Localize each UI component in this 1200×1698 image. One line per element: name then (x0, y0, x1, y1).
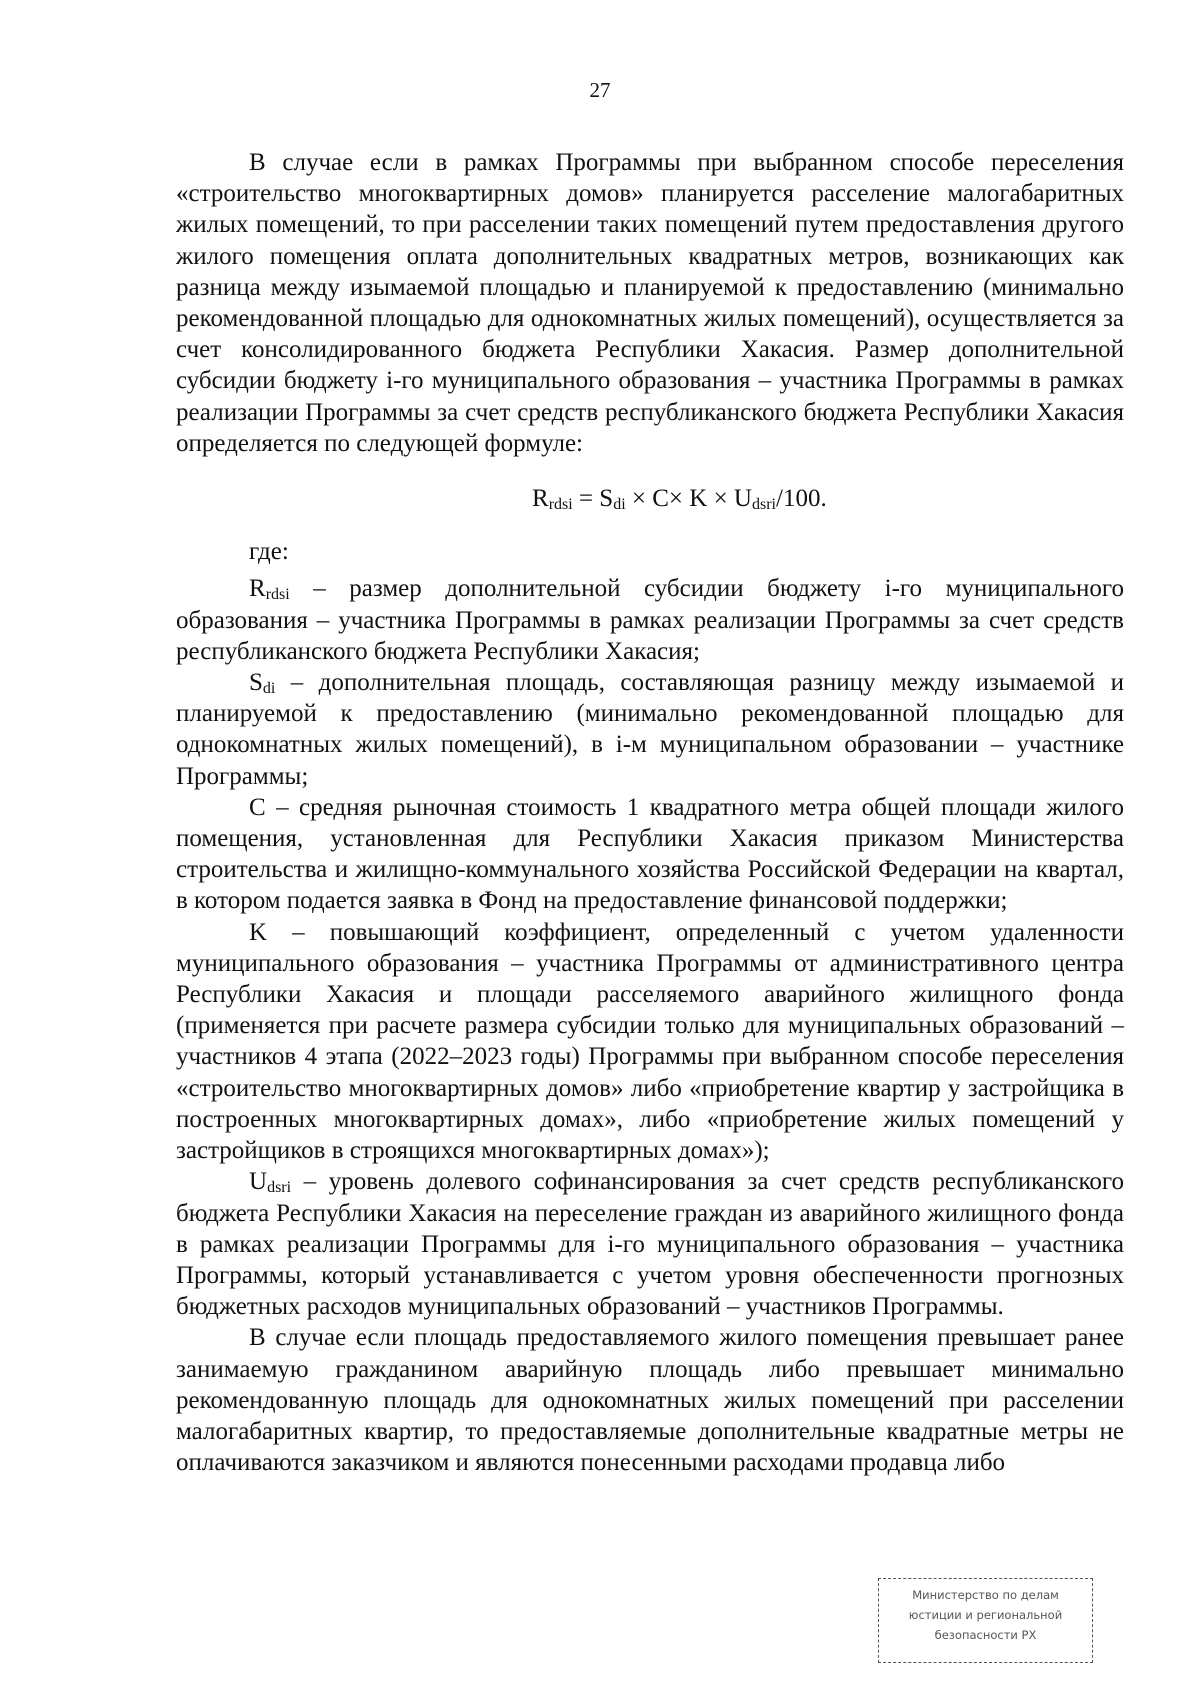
definition-r (176, 573, 1124, 667)
formula-times: × C× K × U (625, 485, 752, 513)
formula-r: R (532, 485, 549, 513)
paragraph-where: где: (249, 538, 289, 566)
symbol-r-sub: rdsi (265, 586, 290, 604)
definition-k: K – повышающий коэффициент, определенный с учетом удаленности муниципального образования – участника Программы от административного центра Республики Хакасия и площади расселяемого аварийного жилищного фонда (применяется при расчете размера субсидии только для муниципальных образований – участников 4 этапа (2022–2023 годы) Программы при выбранном способе переселения «строительство многоквартирных домов» либо «приобретение квартир у застройщика в построенных многоквартирных домах», либо «приобретение жилых помещений у застройщиков в строящихся многоквартирных домах»); (176, 918, 1124, 1165)
stamp-line-1: Министерство по делам (912, 1588, 1059, 1602)
symbol-s-sub: di (262, 680, 276, 698)
definition-c: С – средняя рыночная стоимость 1 квадратного метра общей площади жилого помещения, установленная для Республики Хакасия приказом Министерства строительства и жилищно-коммунального хозяйства Российской Федерации на квартал, в котором подается заявка в Фонд на предоставление финансовой поддержки; (176, 793, 1124, 915)
formula-div: /100. (776, 485, 827, 513)
document-body (176, 147, 1124, 1478)
symbol-s: S (249, 669, 263, 697)
symbol-u-sub: dsri (267, 1179, 292, 1197)
stamp-line-2: юстиции и региональной (908, 1608, 1063, 1622)
formula-equals-s: = S (572, 485, 614, 513)
definition-u (176, 1166, 1124, 1322)
symbol-u: U (249, 1168, 268, 1196)
formula (176, 483, 1124, 514)
paragraph-closing: В случае если площадь предоставляемого жилого помещения превышает ранее занимаемую гражданином аварийную площадь либо превышает минимально рекомендованную площадь для однокомнатных жилых помещений при расселении малогабаритных квартир, то предоставляемые дополнительные квадратные метры не оплачиваются заказчиком и являются понесенными расходами продавца либо (176, 1324, 1124, 1477)
definition-s (176, 667, 1124, 792)
paragraph-intro: В случае если в рамках Программы при выбранном способе переселения «строительство многоквартирных домов» планируется расселение малогабаритных жилых помещений, то при расселении таких помещений путем предоставления другого жилого помещения оплата дополнительных квадратных метров, возникающих как разница между изымаемой площадью и планируемой к предоставлению (минимально рекомендованной площадью для однокомнатных жилых помещений), осуществляется за счет консолидированного бюджета Республики Хакасия. Размер дополнительной субсидии бюджету i-го муниципального образования – участника Программы в рамках реализации Программы за счет средств республиканского бюджета Республики Хакасия определяется по следующей формуле: (176, 149, 1124, 457)
ministry-stamp (878, 1578, 1093, 1663)
stamp-line-3: безопасности РХ (934, 1628, 1037, 1642)
symbol-r: R (249, 575, 266, 603)
page-number: 27 (589, 78, 611, 102)
formula-s-sub: di (613, 496, 626, 514)
definition-s-text: – дополнительная площадь, составляющая разницу между изымаемой и планируемой к предоставлению (минимально рекомендованной площадью для однокомнатных жилых помещений), в i-м муниципальном образовании – участнике Программы; (176, 669, 1124, 790)
formula-r-sub: rdsi (548, 496, 573, 514)
definition-u-text: – уровень долевого софинансирования за счет средств республиканского бюджета Республики Хакасия на переселение граждан из аварийного жилищного фонда в рамках реализации Программы для i-го муниципального образования – участника Программы, который устанавливается с учетом уровня обеспеченности прогнозных бюджетных расходов муниципальных образований – участников Программы. (176, 1168, 1124, 1321)
formula-u-sub: dsri (752, 496, 776, 514)
definition-r-text: – размер дополнительной субсидии бюджету i-го муниципального образования – участника Программы в рамках реализации Программы за счет средств республиканского бюджета Республики Хакасия; (176, 575, 1124, 665)
